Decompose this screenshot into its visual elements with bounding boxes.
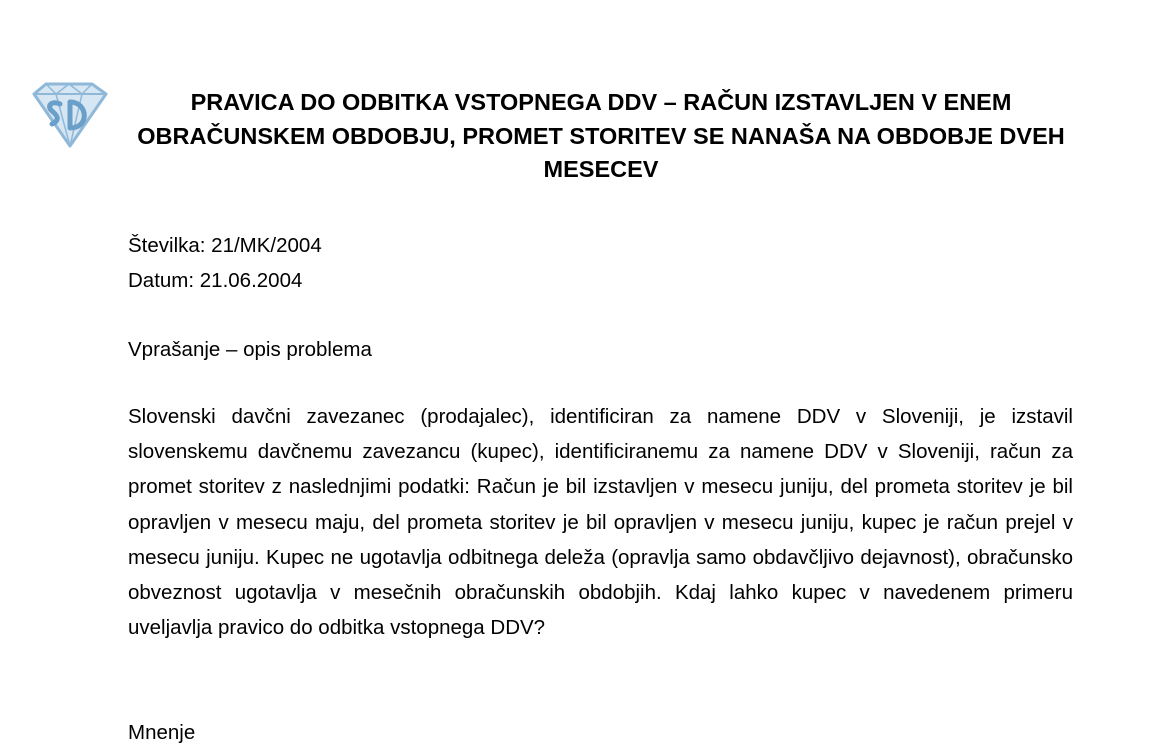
question-heading: Vprašanje – opis problema — [128, 338, 372, 361]
document-number: Številka: 21/MK/2004 — [128, 234, 322, 257]
document-meta — [128, 229, 1074, 298]
opinion-heading: Mnenje — [128, 721, 196, 744]
document-date: Datum: 21.06.2004 — [128, 268, 303, 292]
sd-diamond-logo-icon — [26, 78, 112, 150]
question-body: Slovenski davčni zavezanec (prodajalec), identificiran za namene DDV v Sloveniji, je izstavil slovenskemu davčnemu zavezancu (kupec), identificiranemu za namene DDV v Sloveniji, račun za promet storitev z naslednjimi podatki: Račun je bil izstavljen v mesecu juniju, del prometa storitev je bil opravljen v mesecu maju, del prometa storitev je bil opravljen v mesecu juniju, kupec je račun prejel v mesecu juniju. Kupec ne ugotavlja odbitnega deleža (opravlja samo obdavčljivo dejavnost), obračunsko obveznost ugotavlja v mesečnih obračunskih obdobjih. Kdaj lahko kupec v navedenem primeru uveljavlja pravico do odbitka vstopnega DDV? — [128, 405, 1073, 640]
document-title: PRAVICA DO ODBITKA VSTOPNEGA DDV – RAČUN IZSTAVLJEN V ENEM OBRAČUNSKEM OBDOBJU, PROMET STORITEV SE NANAŠA NA OBDOBJE DVEH MESECEV — [137, 89, 1065, 182]
